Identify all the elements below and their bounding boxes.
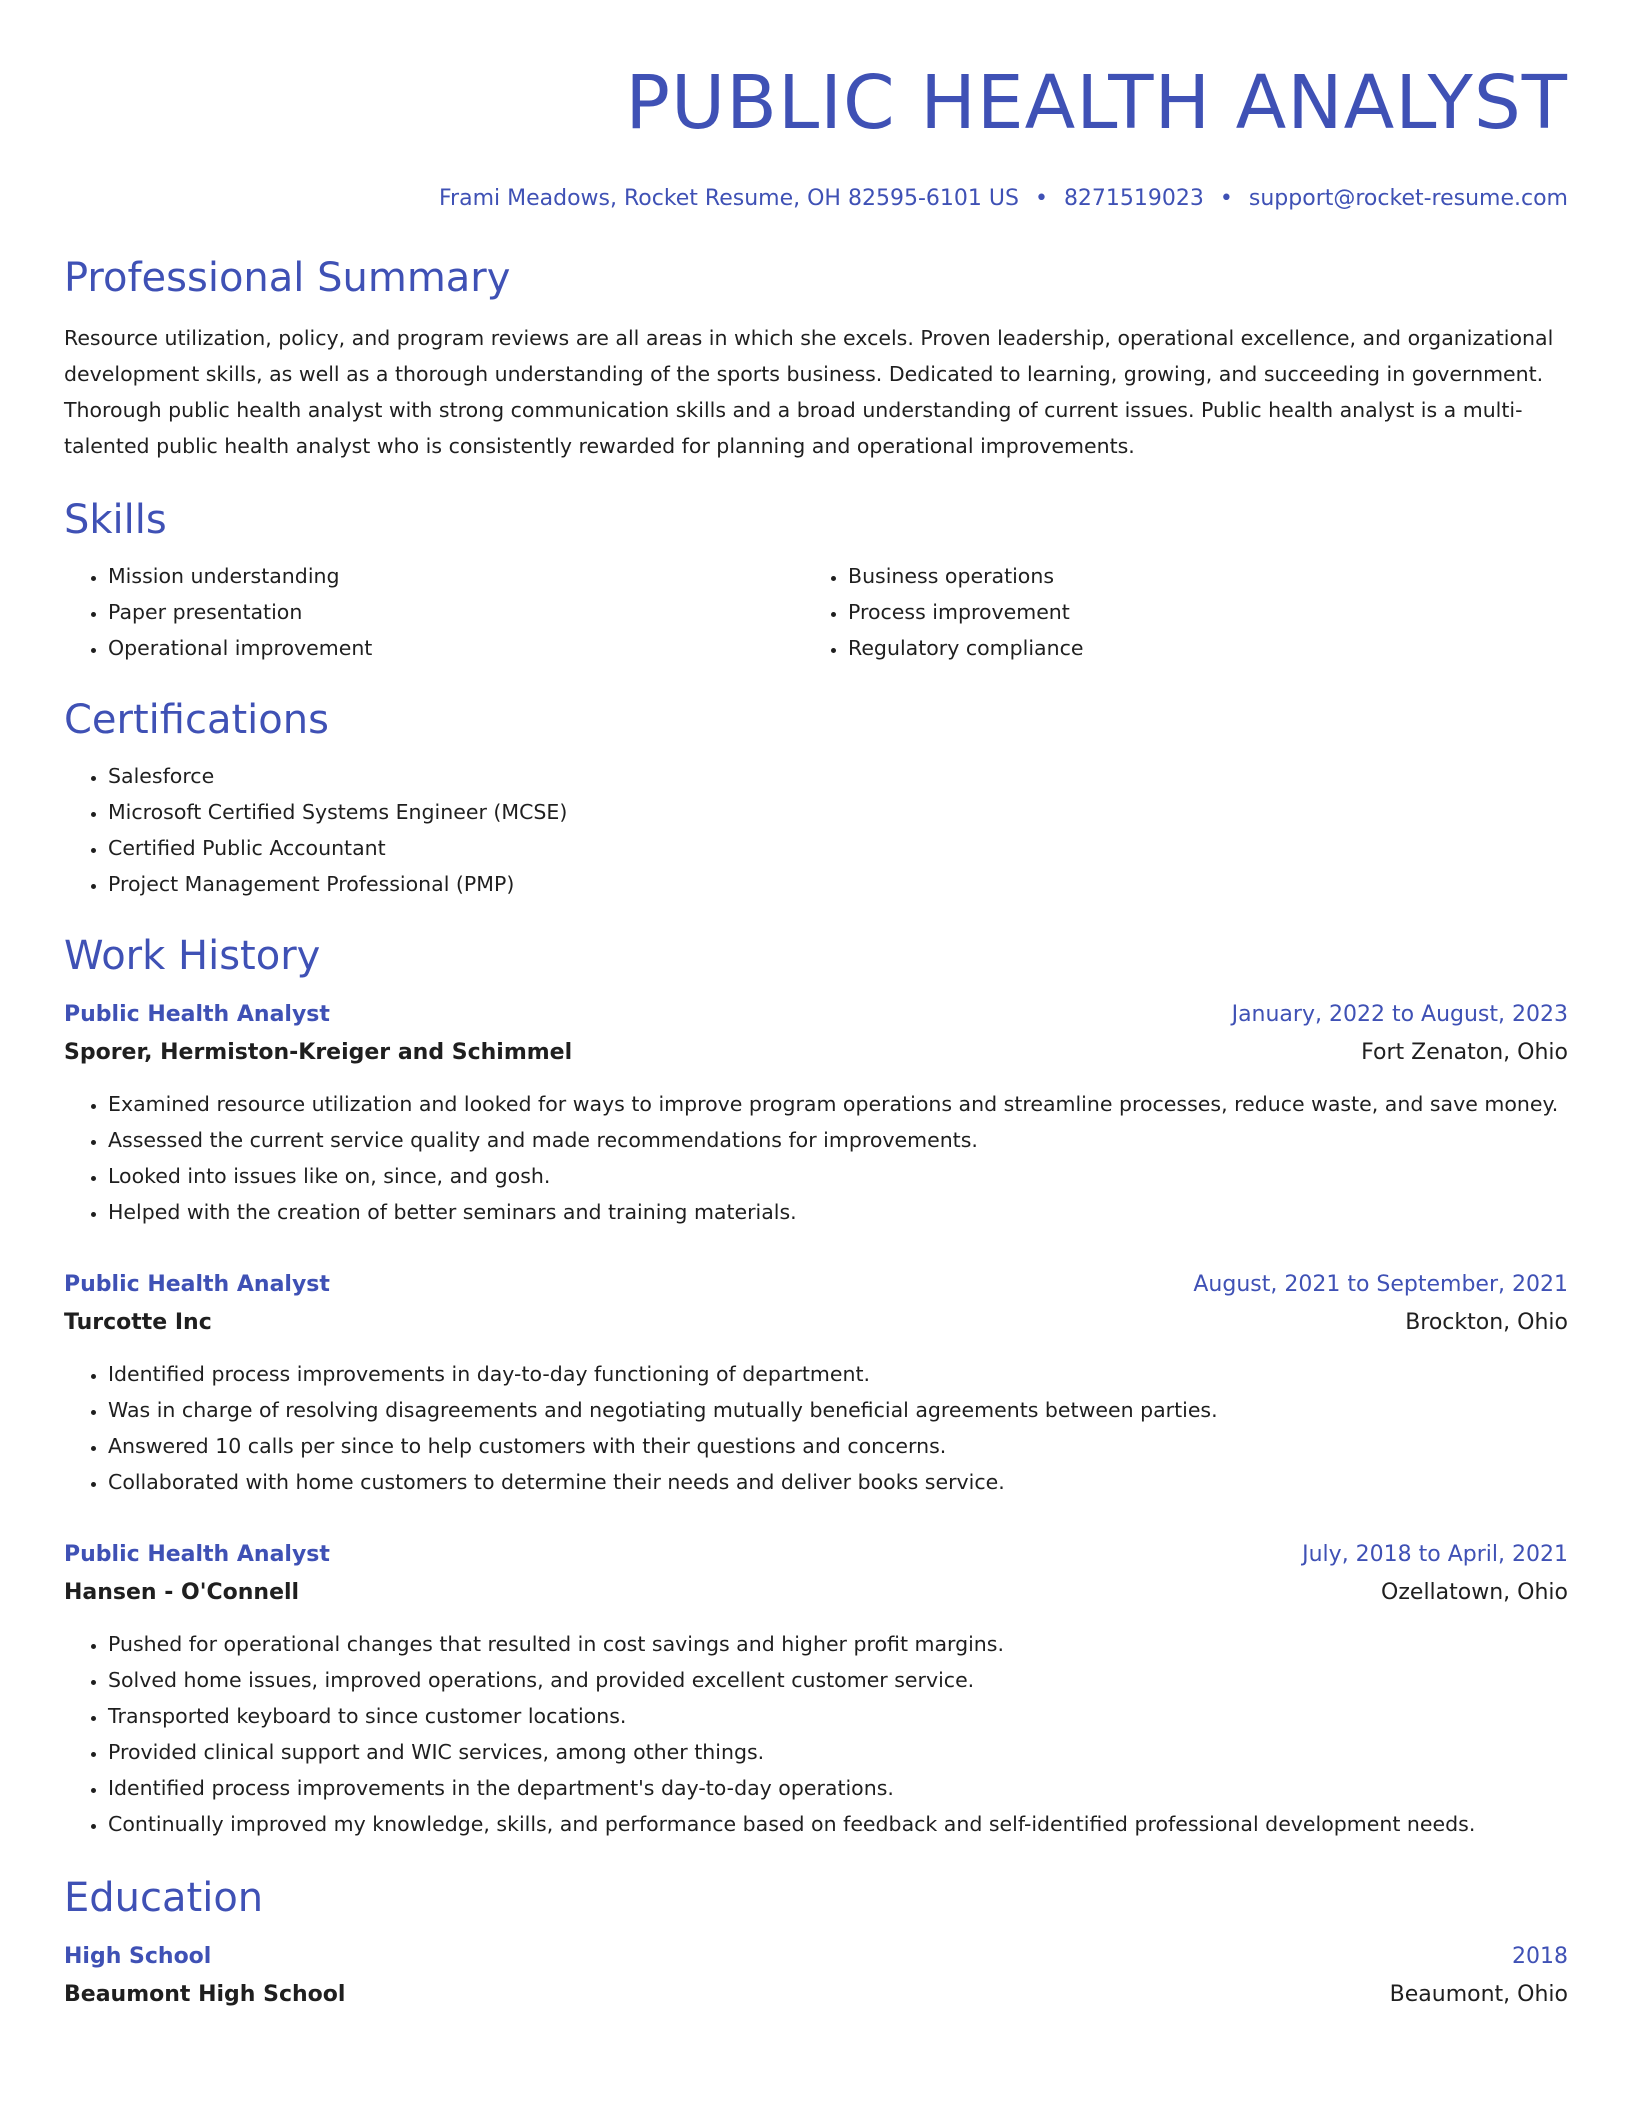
job-entry (64, 996, 1568, 1230)
job-entry (64, 1536, 1568, 1842)
job-bullet: • Identified process improvements in the department's day-to-day operations. (108, 1770, 1568, 1806)
skill-item: • Mission understanding (108, 558, 804, 594)
certifications-section (64, 694, 1568, 902)
job-bullet: • Continually improved my knowledge, skills, and performance based on feedback and self-identified professional development needs. (108, 1806, 1568, 1842)
job-header-row (64, 996, 1568, 1034)
certification-item: • Project Management Professional (PMP) (108, 866, 1568, 902)
job-bullet: • Looked into issues like on, since, and gosh. (108, 1158, 1568, 1194)
job-company: Sporer, Hermiston-Kreiger and Schimmel (64, 1040, 573, 1065)
job-company-row (64, 1034, 1568, 1072)
contact-separator: • (1034, 186, 1048, 211)
certification-item: • Certified Public Accountant (108, 830, 1568, 866)
education-school-row (64, 1976, 1568, 2014)
skills-list-left (64, 558, 804, 666)
education-heading: Education (64, 1875, 264, 1921)
certifications-heading: Certifications (64, 697, 329, 743)
education-section (64, 1872, 1568, 2014)
job-bullet: • Transported keyboard to since customer locations. (108, 1698, 1568, 1734)
job-header-row (64, 1266, 1568, 1304)
job-bullet: • Assessed the current service quality and made recommendations for improvements. (108, 1122, 1568, 1158)
work-history-heading: Work History (64, 933, 321, 979)
certifications-list (64, 758, 1568, 902)
summary-text: Resource utilization, policy, and program reviews are all areas in which she excels. Proven leadership, operational excellence, and organizational development skills, as well as a thorough understanding of the sports business. Dedicated to learning, growing, and succeeding in government. Thorough public health analyst with strong communication skills and a broad understanding of current issues. Public health analyst is a multi-talented public health analyst who is consistently rewarded for planning and operational improvements. (64, 326, 1554, 458)
job-header-row (64, 1536, 1568, 1574)
skills-section (64, 494, 1568, 666)
job-bullet: • Examined resource utilization and looked for ways to improve program operations and streamline processes, reduce waste, and save money. (108, 1086, 1568, 1122)
education-header-row (64, 1938, 1568, 1976)
job-location: Fort Zenaton, Ohio (1361, 1040, 1568, 1065)
job-bullet: • Was in charge of resolving disagreements and negotiating mutually beneficial agreements between parties. (108, 1392, 1568, 1428)
skill-item: • Paper presentation (108, 594, 804, 630)
contact-phone: 8271519023 (1063, 186, 1204, 211)
education-year: 2018 (1512, 1944, 1568, 1969)
work-history-section (64, 930, 1568, 1842)
contact-separator: • (1219, 186, 1233, 211)
education-location: Beaumont, Ohio (1389, 1982, 1568, 2007)
contact-email: support@rocket-resume.com (1248, 186, 1568, 211)
job-title: Public Health Analyst (64, 1542, 330, 1567)
job-bullet: • Pushed for operational changes that resulted in cost savings and higher profit margins. (108, 1626, 1568, 1662)
job-location: Ozellatown, Ohio (1381, 1580, 1568, 1605)
job-bullet: • Provided clinical support and WIC services, among other things. (108, 1734, 1568, 1770)
summary-section (64, 252, 1568, 464)
skills-grid (64, 558, 1568, 666)
skills-heading: Skills (64, 497, 167, 543)
job-bullets (64, 1356, 1568, 1500)
contact-line (64, 184, 1568, 214)
job-bullet: • Helped with the creation of better seminars and training materials. (108, 1194, 1568, 1230)
summary-heading: Professional Summary (64, 255, 511, 301)
job-bullet: • Solved home issues, improved operations, and provided excellent customer service. (108, 1662, 1568, 1698)
skill-item: • Regulatory compliance (848, 630, 1568, 666)
skill-item: • Operational improvement (108, 630, 804, 666)
job-company-row (64, 1574, 1568, 1612)
job-title: Public Health Analyst (64, 1272, 330, 1297)
skills-list-right (804, 558, 1568, 666)
job-company-row (64, 1304, 1568, 1342)
job-dates: July, 2018 to April, 2021 (1302, 1542, 1568, 1567)
job-bullets (64, 1626, 1568, 1842)
resume-header (64, 44, 1568, 214)
job-bullets (64, 1086, 1568, 1230)
job-bullet: • Collaborated with home customers to determine their needs and deliver books service. (108, 1464, 1568, 1500)
resume-name: PUBLIC HEALTH ANALYST (625, 60, 1568, 146)
job-location: Brockton, Ohio (1405, 1310, 1568, 1335)
job-dates: August, 2021 to September, 2021 (1193, 1272, 1568, 1297)
education-school: Beaumont High School (64, 1982, 346, 2007)
job-dates: January, 2022 to August, 2023 (1231, 1002, 1568, 1027)
contact-address: Frami Meadows, Rocket Resume, OH 82595-6101 US (438, 186, 1019, 211)
job-bullet: • Answered 10 calls per since to help customers with their questions and concerns. (108, 1428, 1568, 1464)
certification-item: • Salesforce (108, 758, 1568, 794)
job-title: Public Health Analyst (64, 1002, 330, 1027)
skill-item: • Business operations (848, 558, 1568, 594)
education-entry (64, 1938, 1568, 2014)
certification-item: • Microsoft Certified Systems Engineer (MCSE) (108, 794, 1568, 830)
job-company: Turcotte Inc (64, 1310, 212, 1335)
job-bullet: • Identified process improvements in day-to-day functioning of department. (108, 1356, 1568, 1392)
job-company: Hansen - O'Connell (64, 1580, 300, 1605)
job-entry (64, 1266, 1568, 1500)
skill-item: • Process improvement (848, 594, 1568, 630)
education-degree: High School (64, 1944, 212, 1969)
